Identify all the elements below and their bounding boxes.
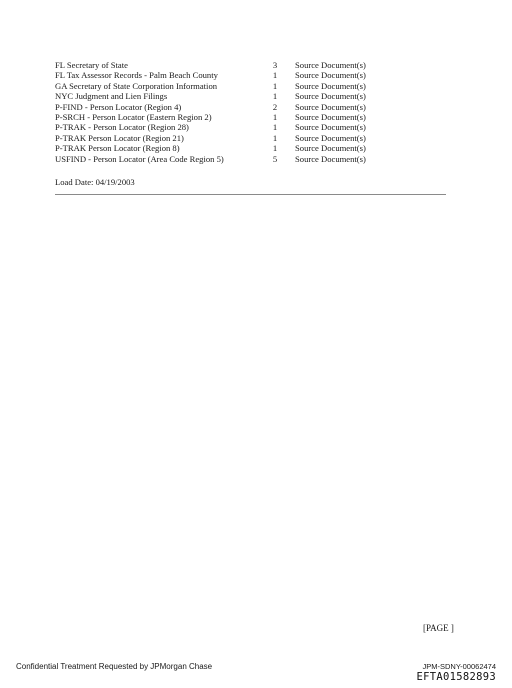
source-row (55, 143, 395, 153)
source-count: 2 (272, 101, 278, 112)
source-name: P-TRAK Person Locator (Region 21) (55, 132, 184, 143)
source-name: P-TRAK Person Locator (Region 8) (55, 143, 180, 154)
source-count: 1 (272, 91, 278, 102)
source-type: Source Document(s) (295, 132, 366, 143)
source-type: Source Document(s) (295, 60, 366, 70)
source-row (55, 102, 395, 112)
footer-identifiers (417, 662, 496, 683)
source-count: 1 (272, 70, 278, 81)
source-name: USFIND - Person Locator (Area Code Region 5) (55, 153, 224, 164)
source-type: Source Document(s) (295, 91, 366, 102)
source-count: 1 (272, 143, 278, 154)
load-date: Load Date: 04/19/2003 (55, 177, 135, 187)
source-name: P-SRCH - Person Locator (Eastern Region 2) (55, 112, 212, 123)
control-number: JPM-SDNY-00062474 (422, 662, 496, 671)
source-type: Source Document(s) (295, 112, 366, 123)
page-marker: [PAGE ] (423, 623, 454, 633)
source-type: Source Document(s) (295, 70, 366, 81)
confidential-notice: Confidential Treatment Requested by JPMorgan Chase (16, 662, 213, 671)
source-type: Source Document(s) (295, 101, 366, 112)
source-row (55, 81, 395, 91)
source-name: NYC Judgment and Lien Filings (55, 91, 168, 102)
source-row (55, 122, 395, 132)
source-name: FL Secretary of State (55, 60, 128, 70)
source-count: 3 (272, 60, 278, 70)
source-type: Source Document(s) (295, 122, 366, 133)
source-name: FL Tax Assessor Records - Palm Beach County (55, 70, 218, 81)
source-row (55, 70, 395, 80)
source-type: Source Document(s) (295, 80, 366, 91)
source-count: 1 (272, 132, 278, 143)
source-count: 5 (272, 153, 278, 164)
source-name: GA Secretary of State Corporation Information (55, 80, 218, 91)
divider (55, 194, 446, 195)
source-row (55, 133, 395, 143)
source-type: Source Document(s) (295, 153, 366, 164)
source-count: 1 (272, 112, 278, 123)
source-count: 1 (272, 122, 278, 133)
source-row (55, 91, 395, 101)
source-row (55, 60, 395, 70)
source-count: 1 (272, 80, 278, 91)
bates-number: EFTA01582893 (416, 671, 496, 683)
source-row (55, 154, 395, 164)
source-list (55, 60, 395, 164)
source-name: P-FIND - Person Locator (Region 4) (55, 101, 182, 112)
source-type: Source Document(s) (295, 143, 366, 154)
source-name: P-TRAK - Person Locator (Region 28) (55, 122, 189, 133)
source-row (55, 112, 395, 122)
